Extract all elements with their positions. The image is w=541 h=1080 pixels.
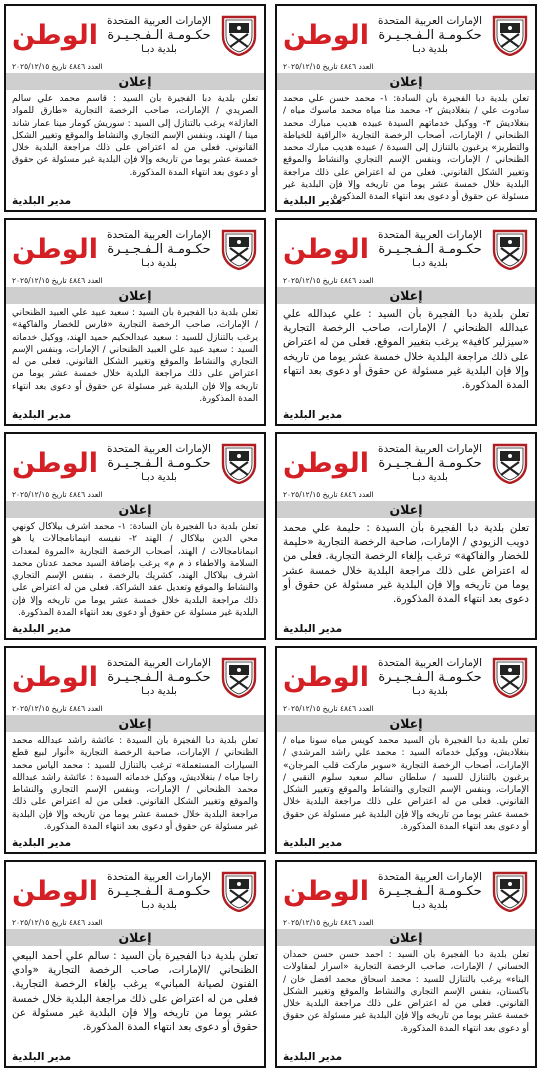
government-name: حكـومـة الـفـجـيـرة: [378, 883, 482, 899]
header-titles: [369, 657, 491, 698]
notice-body: [6, 307, 264, 424]
notice-header: [277, 6, 535, 61]
notice-card: [4, 218, 266, 426]
notice-text: تعلن بلدية دبا الفجيرة بأن السيد : علي عبدالله علي عبدالله الظنحاني / الإمارات، صاحب الرخصة التجارية «سيزلير كافية» يرغب بتغيير الموقع. فعلى من له اعتراض على ذلك مراجعة البلدية خلال خمسة عشر يوما من تاريخه وإلا فإن البلدية غير مسئولة عن حقوق أو دعوى بعد انتهاء المدة المذكورة.: [283, 308, 529, 392]
signature: مدير البلدية: [283, 409, 343, 421]
notice-card: [4, 860, 266, 1068]
municipality-name: بلدية دبـا: [412, 257, 448, 269]
fujairah-crest-icon: [491, 656, 529, 698]
fujairah-crest-icon: [220, 228, 258, 270]
alwatan-logo: الوطن: [283, 233, 370, 265]
fujairah-crest-icon: [220, 656, 258, 698]
notice-title: إعلان: [277, 287, 535, 304]
notice-text: تعلن بلدية دبا الفجيرة بأن السيد : احمد حسن حسن حمدان الحساني / الإمارات، صاحب الرخصة التجارية «اسرار لمقاولات البناء» يرغب بالتنازل للسيد : محمد اسحاق محمد افضل خان / باكستان، بنفس الإسم التجاري والنشاط والموقع وتغيير الشكل القانوني. فعلى من له اعتراض على ذلك مراجعة البلدية خلال خمسة عشر يوما من تاريخه وإلا فإن البلدية غير مسئولة عن حقوق أو دعوى بعد انتهاء المدة المذكورة.: [283, 950, 529, 1034]
notice-text: تعلن بلدية دبا الفجيرة بأن السيد : قاسم محمد علي سالم الصريدي / الإمارات، صاحب الرخصة التجارية «طارق للمواد العازلة» يرغب بالتنازل إلى السيد : سوريش كومار مينا عمار شاند مينا / الهند، وبنفس الإسم التجاري والنشاط والموقع وتغيير الشكل القانوني. فعلى من له اعتراض على ذلك مراجعة البلدية خلال خمسة عشر يوما من تاريخه وإلا فإن البلدية غير مسئولة عن حقوق أو دعوى بعد انتهاء المدة المذكورة.: [12, 94, 258, 178]
alwatan-logo: الوطن: [283, 19, 370, 51]
government-name: حكـومـة الـفـجـيـرة: [107, 669, 211, 685]
signature: مدير البلدية: [283, 623, 343, 635]
municipality-name: بلدية دبـا: [412, 899, 448, 911]
notice-body: [6, 93, 264, 210]
municipality-name: بلدية دبـا: [412, 471, 448, 483]
country-name: الإمارات العربية المتحدة: [106, 442, 212, 455]
issue-line: [6, 489, 264, 500]
notice-body: [277, 735, 535, 852]
header-titles: [98, 657, 220, 698]
country-name: الإمارات العربية المتحدة: [377, 870, 483, 883]
signature: مدير البلدية: [12, 195, 72, 207]
signature: مدير البلدية: [12, 623, 72, 635]
header-titles: [369, 871, 491, 912]
notice-card: [275, 4, 537, 212]
notice-title: إعلان: [277, 501, 535, 518]
notice-title: إعلان: [277, 929, 535, 946]
notice-text: تعلن بلدية دبا الفجيرة بأن السيدة : حليمة علي محمد دويب الزيودي / الإمارات، صاحبة الرخصة التجارية «حليمة للخضار والفاكهة» ترغب بإلغاء الرخصة التجارية. فعلى من له اعتراض على ذلك مراجعة البلدية خلال خمسة عشر يوما من تاريخه وإلا فإن البلدية غير مسئولة عن حقوق أو دعوى بعد انتهاء المدة المذكورة.: [283, 522, 529, 606]
notice-title: إعلان: [6, 501, 264, 518]
header-titles: [369, 15, 491, 56]
issue-line: [277, 489, 535, 500]
notice-header: [277, 648, 535, 703]
notice-header: [6, 862, 264, 917]
issue-line: [6, 917, 264, 928]
notice-header: [6, 434, 264, 489]
country-name: الإمارات العربية المتحدة: [106, 656, 212, 669]
country-name: الإمارات العربية المتحدة: [106, 870, 212, 883]
notice-text: تعلن بلدية دبا الفجيرة بأن السيد محمد كويس مياه سونا مياه / بنغلاديش، ووكيل خدماته السيد : محمد علي راشد المرشدي / الإمارات، أصحاب الرخصة التجارية «سوبر ماركت قلب المرجان» يرغبون بالتنازل للسيد / سلطان سالم سعيد سلوم النقبي / الإمارات، وبنفس الإسم التجاري والنشاط والموقع وتغيير الشكل القانوني. فعلى من له اعتراض على ذلك مراجعة البلدية خلال خمسة عشر يوما من تاريخه وإلا فإن البلدية غير مسئولة عن حقوق أو دعوى بعد انتهاء المدة المذكورة.: [283, 736, 529, 833]
header-titles: [98, 15, 220, 56]
government-name: حكـومـة الـفـجـيـرة: [107, 455, 211, 471]
notice-body: [6, 735, 264, 852]
issue-line: [277, 275, 535, 286]
country-name: الإمارات العربية المتحدة: [377, 656, 483, 669]
issue-line: [277, 703, 535, 714]
notice-title: إعلان: [6, 73, 264, 90]
issue-number-date: العدد ٤٨٤٦ تاريخ ٢٠٢٥/١٢/١٥: [283, 704, 374, 713]
notice-title: إعلان: [6, 929, 264, 946]
notice-header: [6, 220, 264, 275]
notice-card: [275, 860, 537, 1068]
issue-line: [6, 61, 264, 72]
notice-text: تعلن بلدية دبا الفجيرة بأن السيدة : عائشة راشد عبدالله محمد الظنحاني / الإمارات، صاحبة الرخصة التجارية «أنوار لبيع قطع السيارات المستعملة» ترغب بالتنازل للسيد : محمد الياس محمد راجا مياه / بنغلاديش، ووكيل خدماته السيدة : عائشة راشد عبدالله محمد الظنحاني / الإمارات، وبنفس الإسم التجاري والنشاط والموقع وتغيير الشكل القانوني. فعلى من له اعتراض على ذلك مراجعة البلدية خلال خمسة عشر يوما من تاريخه وإلا فإن البلدية غير مسئولة عن حقوق أو دعوى بعد انتهاء المدة المذكورة.: [12, 736, 258, 833]
notice-body: [6, 521, 264, 638]
signature: مدير البلدية: [12, 409, 72, 421]
signature: مدير البلدية: [12, 837, 72, 849]
government-name: حكـومـة الـفـجـيـرة: [378, 27, 482, 43]
signature: مدير البلدية: [283, 195, 343, 207]
municipality-name: بلدية دبـا: [141, 43, 177, 55]
header-titles: [369, 229, 491, 270]
alwatan-logo: الوطن: [12, 875, 99, 907]
issue-number-date: العدد ٤٨٤٦ تاريخ ٢٠٢٥/١٢/١٥: [283, 62, 374, 71]
country-name: الإمارات العربية المتحدة: [377, 14, 483, 27]
notice-card: [4, 4, 266, 212]
municipality-name: بلدية دبـا: [141, 471, 177, 483]
notice-body: [277, 949, 535, 1066]
country-name: الإمارات العربية المتحدة: [106, 14, 212, 27]
notice-header: [6, 648, 264, 703]
fujairah-crest-icon: [220, 14, 258, 56]
country-name: الإمارات العربية المتحدة: [377, 228, 483, 241]
header-titles: [98, 443, 220, 484]
notice-title: إعلان: [6, 287, 264, 304]
issue-number-date: العدد ٤٨٤٦ تاريخ ٢٠٢٥/١٢/١٥: [12, 62, 103, 71]
notice-text: تعلن بلدية دبا الفجيرة بأن السادة: ١- محمد حسن علي محمد سادوت علي / بنغلاديش ٢- محمد منا مياه محمد ماسوك مياه / بنغلاديش ٣- ووكيل خدماتهم السيدة عبيده هديب مبارك محمد الظنحاني / الإمارات، أصحاب الرخصة التجارية «الراقية للخياطة والتطريز» يرغبون بالتنازل إلى السيدة / عبيده هديب مبارك محمد الظنحاني / الإمارات، وبنفس الإسم التجاري والنشاط والموقع وتغيير الشكل القانوني. فعلى من له اعتراض على ذلك مراجعة البلدية خلال خمسة عشر يوما من تاريخه وإلا فإن البلدية غير مسئولة عن حقوق أو دعوى بعد انتهاء المدة المذكورة.: [283, 94, 530, 203]
notice-header: [277, 434, 535, 489]
issue-number-date: العدد ٤٨٤٦ تاريخ ٢٠٢٥/١٢/١٥: [283, 918, 374, 927]
notice-header: [277, 220, 535, 275]
issue-number-date: العدد ٤٨٤٦ تاريخ ٢٠٢٥/١٢/١٥: [12, 918, 103, 927]
issue-number-date: العدد ٤٨٤٦ تاريخ ٢٠٢٥/١٢/١٥: [283, 276, 374, 285]
fujairah-crest-icon: [220, 870, 258, 912]
government-name: حكـومـة الـفـجـيـرة: [107, 27, 211, 43]
signature: مدير البلدية: [12, 1051, 72, 1063]
government-name: حكـومـة الـفـجـيـرة: [378, 455, 482, 471]
notice-card: [275, 646, 537, 854]
fujairah-crest-icon: [491, 228, 529, 270]
government-name: حكـومـة الـفـجـيـرة: [107, 241, 211, 257]
fujairah-crest-icon: [491, 442, 529, 484]
alwatan-logo: الوطن: [283, 875, 370, 907]
issue-line: [277, 61, 535, 72]
signature: مدير البلدية: [283, 1051, 343, 1063]
government-name: حكـومـة الـفـجـيـرة: [378, 241, 482, 257]
notice-body: [6, 949, 264, 1066]
municipality-name: بلدية دبـا: [141, 899, 177, 911]
notice-body: [277, 307, 535, 424]
notice-card: [275, 218, 537, 426]
notice-body: [277, 521, 535, 638]
country-name: الإمارات العربية المتحدة: [377, 442, 483, 455]
notice-card: [4, 432, 266, 640]
municipality-name: بلدية دبـا: [412, 685, 448, 697]
issue-number-date: العدد ٤٨٤٦ تاريخ ٢٠٢٥/١٢/١٥: [283, 490, 374, 499]
government-name: حكـومـة الـفـجـيـرة: [378, 669, 482, 685]
header-titles: [98, 229, 220, 270]
notice-text: تعلن بلدية دبا الفجيرة بأن السيد : سالم علي أحمد البيعي الظنحاني /الإمارات، صاحب الرخصة التجارية «وادي الفنون لصيانة المباني» يرغب بإلغاء الرخصة التجارية. فعلى من له اعتراض على ذلك مراجعة البلدية خلال خمسة عشر يوما من تاريخه وإلا فإن البلدية غير مسئولة عن حقوق أو دعوى بعد انتهاء المدة المذكورة.: [12, 950, 258, 1034]
government-name: حكـومـة الـفـجـيـرة: [107, 883, 211, 899]
issue-number-date: العدد ٤٨٤٦ تاريخ ٢٠٢٥/١٢/١٥: [12, 490, 103, 499]
issue-line: [6, 275, 264, 286]
municipality-name: بلدية دبـا: [141, 685, 177, 697]
header-titles: [98, 871, 220, 912]
notice-card: [4, 646, 266, 854]
notice-card: [275, 432, 537, 640]
fujairah-crest-icon: [220, 442, 258, 484]
notice-title: إعلان: [277, 73, 535, 90]
municipality-name: بلدية دبـا: [412, 43, 448, 55]
notice-text: تعلن بلدية دبا الفجيرة بأن السيد : سعيد عبيد علي العبيد الظنحاني / الإمارات، صاحب الرخصة التجارية «فارس للخضار والفاكهة» يرغب بالتنازل للسيد : سعيد عبدالحكيم حميد الهند، ووكيل خدماته السيد : سعيد عبيد علي العبيد الظنحاني / الإمارات، وبنفس الإسم التجاري والنشاط والموقع وتغيير الشكل القانوني. فعلى من له اعتراض على ذلك مراجعة البلدية خلال خمسة عشر يوما من تاريخه وإلا فإن البلدية غير مسئولة عن حقوق أو دعوى بعد انتهاء المدة المذكورة.: [12, 308, 258, 405]
notice-header: [6, 6, 264, 61]
header-titles: [369, 443, 491, 484]
issue-line: [6, 703, 264, 714]
alwatan-logo: الوطن: [12, 447, 99, 479]
notice-header: [277, 862, 535, 917]
notice-title: إعلان: [277, 715, 535, 732]
issue-line: [277, 917, 535, 928]
fujairah-crest-icon: [491, 14, 529, 56]
notice-title: إعلان: [6, 715, 264, 732]
notice-text: تعلن بلدية دبا الفجيرة بأن السادة: ١- محمد اشرف بيلاكال كونهي محي الدين بيلاكال / الهند ٢- نفيسه انيمانامجالات يا هو انيمانامجالات / الهند، أصحاب الرخصة التجارية «المروة لمعدات السلامة والاطفاء ذ م م» يرغب بإضافة السيد محمد عدنان محمد اشرف بيلاكال الهند، كشريك بالرخصة ، بنفس الإسم التجاري والنشاط والموقع وتعديل عقد الشراكة. فعلى من له اعتراض على ذلك مراجعة البلدية خلال خمسة عشر يوما من تاريخه وإلا فإن البلدية غير مسئولة عن حقوق أو دعوى بعد انتهاء المدة المذكورة.: [12, 522, 259, 619]
signature: مدير البلدية: [283, 837, 343, 849]
notice-body: [277, 93, 535, 210]
fujairah-crest-icon: [491, 870, 529, 912]
issue-number-date: العدد ٤٨٤٦ تاريخ ٢٠٢٥/١٢/١٥: [12, 276, 103, 285]
alwatan-logo: الوطن: [12, 19, 99, 51]
issue-number-date: العدد ٤٨٤٦ تاريخ ٢٠٢٥/١٢/١٥: [12, 704, 103, 713]
alwatan-logo: الوطن: [12, 233, 99, 265]
country-name: الإمارات العربية المتحدة: [106, 228, 212, 241]
alwatan-logo: الوطن: [283, 447, 370, 479]
municipality-name: بلدية دبـا: [141, 257, 177, 269]
alwatan-logo: الوطن: [12, 661, 99, 693]
alwatan-logo: الوطن: [283, 661, 370, 693]
